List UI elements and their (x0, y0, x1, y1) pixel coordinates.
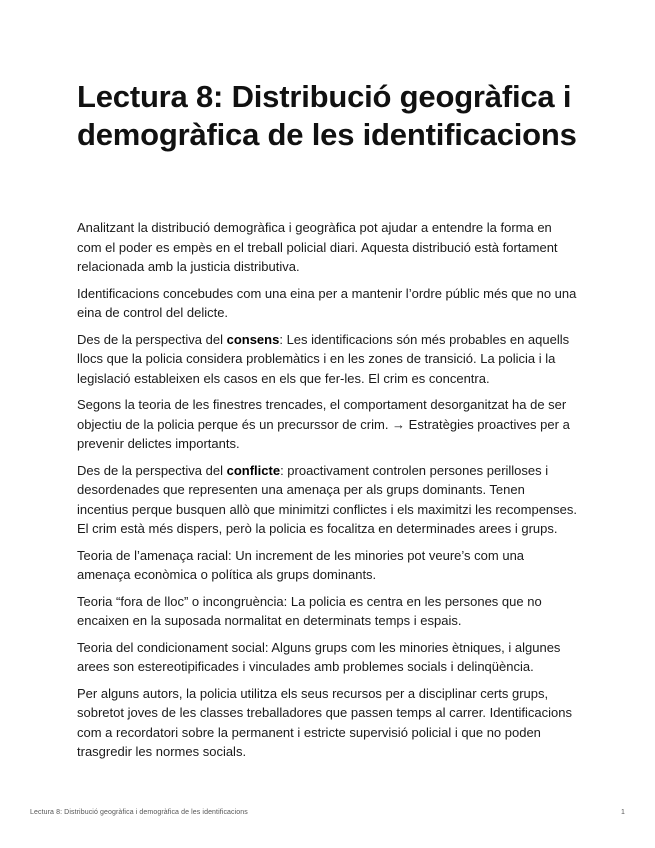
page-number: 1 (621, 809, 625, 816)
keyword-consens: consens (226, 331, 280, 347)
paragraph-6: Teoria de l’amenaça racial: Un increment de les minories pot veure’s com una amenaça econòmica o política als grups dominants. (77, 547, 525, 582)
paragraph-4: Segons la teoria de les finestres trencades, el comportament desorganitzat ha de ser objectiu de la policia perque és un precurssor de crim. → Estratègies proactives per a prevenir delictes importants. (77, 397, 570, 451)
paragraph-consens: Des de la perspectiva del consens: Les identificacions són més probables en aquells llocs que la policia considera problemàtics i en les zones de transició. La policia i la legislació estableixen els casos en els que fer-les. El crim es concentra. (77, 331, 570, 386)
document-body (77, 218, 579, 769)
paragraph-2: Identificacions concebudes com una eina per a mantenir l’ordre públic més que no una eina de control del delicte. (77, 285, 577, 320)
keyword-conflicte: conflicte (226, 462, 281, 478)
page-title: Lectura 8: Distribució geogràfica i demogràfica de les identificacions (77, 79, 577, 152)
footer-title: Lectura 8: Distribució geogràfica i demogràfica de les identificacions (30, 809, 248, 816)
paragraph-7: Teoria “fora de lloc” o incongruència: La policia es centra en les persones que no encaixen en la suposada normalitat en determinats temps i espais. (77, 593, 542, 628)
paragraph-conflicte: Des de la perspectiva del conflicte: proactivament controlen persones perilloses i desordenades que representen una amenaça per als grups dominants. Tenen incentius perque busquen allò que minimitzi conflictes i els maximitzi les recompenses. El crim està més dispers, però la policia es focalitza en determinades arees i grups. (77, 462, 578, 536)
paragraph-8: Teoria del condicionament social: Alguns grups com les minories ètniques, i algunes arees son estereotipificades i vinculades amb problemes socials i delinqüència. (77, 639, 561, 674)
paragraph-9: Per alguns autors, la policia utilitza els seus recursos per a disciplinar certs grups, sobretot joves de les classes treballadores que passen temps al carrer. Identificacions com a recordatori sobre la permanent i estricte supervisió policial i que no poden trasgredir les normes socials. (77, 685, 572, 759)
paragraph-1: Analitzant la distribució demogràfica i geogràfica pot ajudar a entendre la forma en com el poder es empès en el treball policial diari. Aquesta distribució està fortament relacionada amb la justicia distributiva. (77, 220, 558, 274)
